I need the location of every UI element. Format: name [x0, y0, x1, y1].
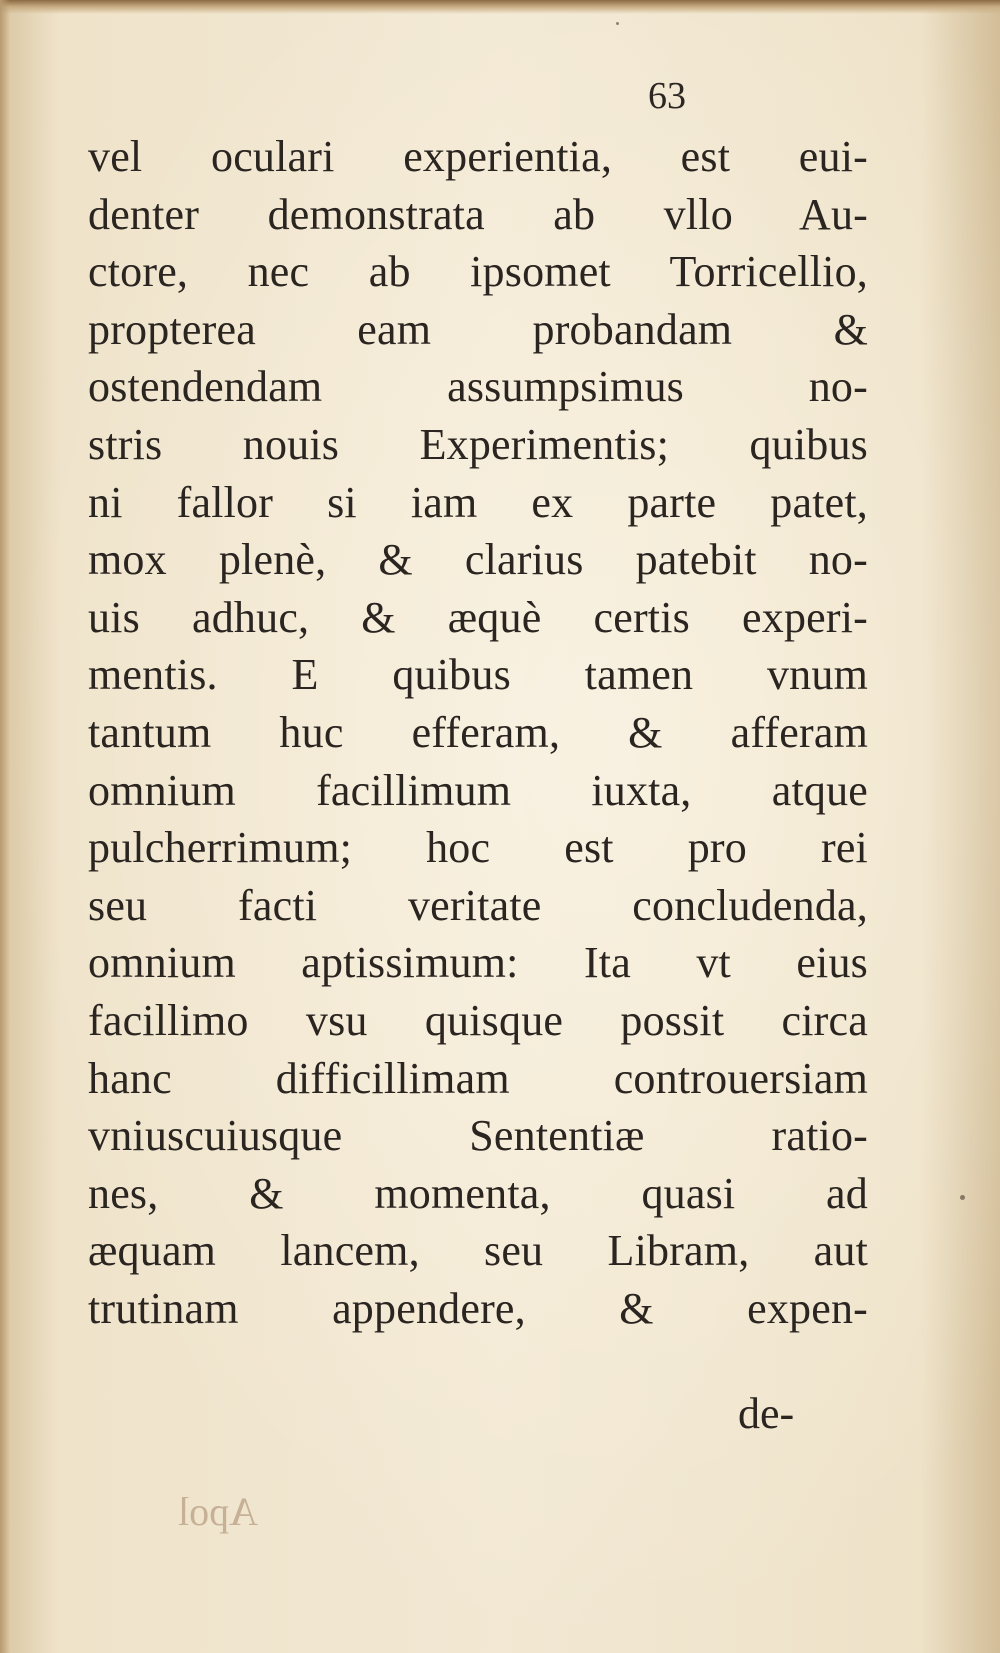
text-line: facillimo vsu quisque possit circa: [88, 995, 868, 1045]
text-line: æquam lancem, seu Libram, aut: [88, 1226, 868, 1276]
page-left-edge: [0, 0, 10, 1653]
text-line: stris nouis Experimentis; quibus: [88, 419, 868, 469]
page-top-edge: [0, 0, 1000, 14]
text-line: trutinam appendere, & expen-: [88, 1283, 868, 1333]
text-line: ostendendam assumpsimus no-: [88, 362, 868, 412]
ink-speck: [960, 1195, 965, 1200]
body-text: [88, 128, 868, 1337]
ink-speck: [616, 22, 619, 25]
text-line: uis adhuc, & æquè certis experi-: [88, 592, 868, 642]
text-line: pulcherrimum; hoc est pro rei: [88, 823, 868, 873]
text-line: hanc difficillimam controuersiam: [88, 1053, 868, 1103]
text-line: denter demonstrata ab vllo Au-: [88, 189, 868, 239]
text-line: seu facti veritate concludenda,: [88, 880, 868, 930]
text-line: omnium facillimum iuxta, atque: [88, 765, 868, 815]
bleed-through-text: Apol: [178, 1489, 258, 1534]
text-line: tantum huc efferam, & afferam: [88, 707, 868, 757]
text-line: ni fallor si iam ex parte patet,: [88, 477, 868, 527]
text-line: omnium aptissimum: Ita vt eius: [88, 938, 868, 988]
text-line: mox plenè, & clarius patebit no-: [88, 535, 868, 585]
page-number: 63: [648, 75, 686, 117]
text-line: vel oculari experientia, est eui-: [88, 132, 868, 181]
text-line: ctore, nec ab ipsomet Torricellio,: [88, 247, 868, 297]
text-line: propterea eam probandam &: [88, 304, 868, 354]
text-line: vniuscuiusque Sententiæ ratio-: [88, 1111, 868, 1161]
text-line: nes, & momenta, quasi ad: [88, 1168, 868, 1218]
text-line: mentis. E quibus tamen vnum: [88, 650, 868, 700]
catchword: de-: [738, 1389, 795, 1438]
